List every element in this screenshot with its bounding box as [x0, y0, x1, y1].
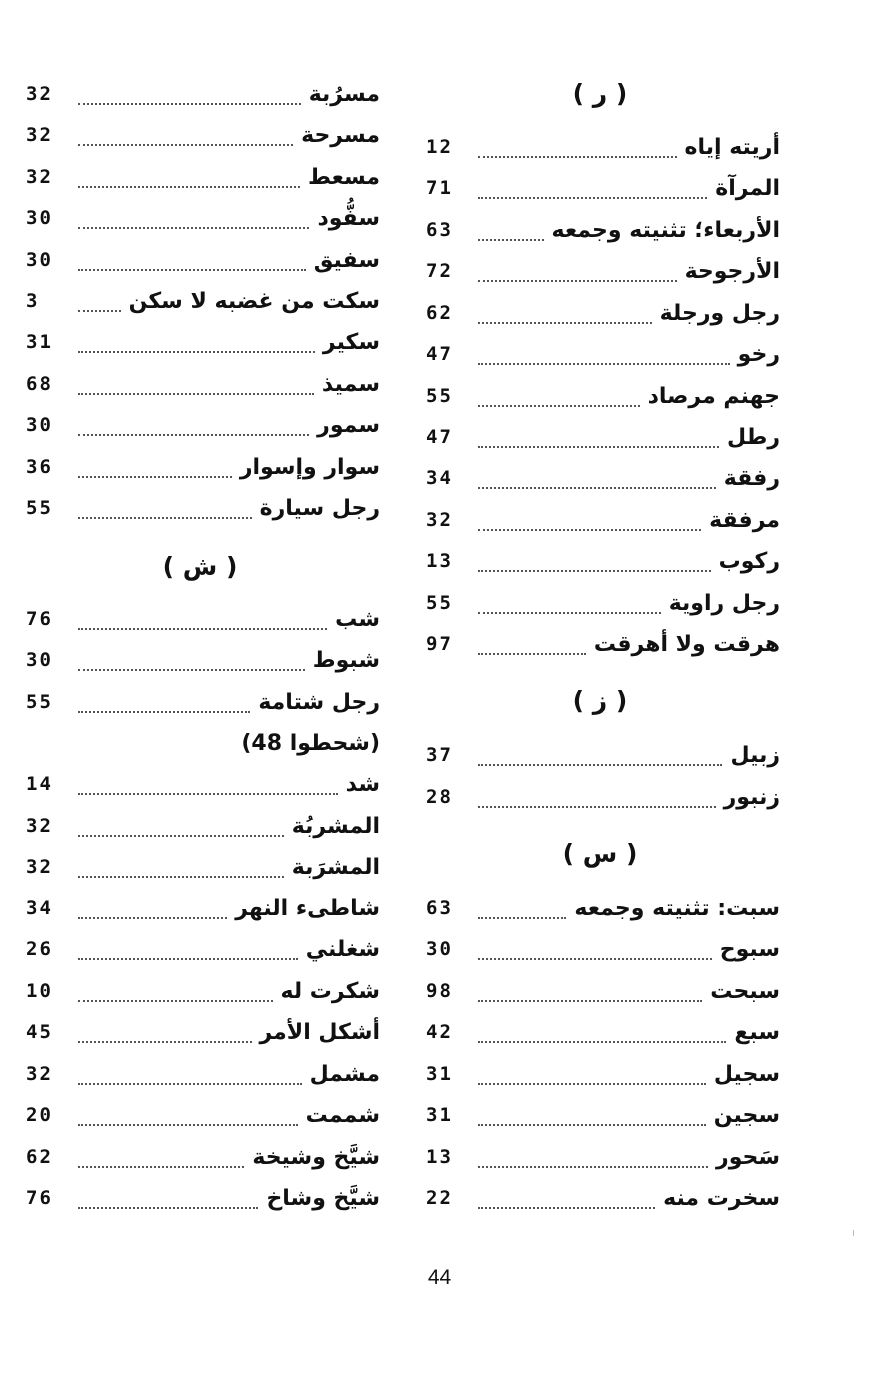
- index-entry: [420, 1012, 780, 1053]
- index-entry: [420, 1137, 780, 1178]
- index-entry: [20, 322, 380, 363]
- entry-page: 76: [26, 608, 53, 630]
- entry-page: 55: [26, 497, 53, 519]
- index-entry: [20, 1178, 380, 1219]
- index-entry: [420, 777, 780, 818]
- dot-leader: [78, 876, 284, 878]
- index-entry: [20, 888, 380, 929]
- dot-leader: [78, 1041, 252, 1043]
- dot-leader: [478, 653, 586, 655]
- entry-page: 76: [26, 1187, 53, 1209]
- section-header-ra: ( ر ): [572, 79, 628, 108]
- entry-page: 32: [26, 124, 53, 146]
- entry-page: 42: [426, 1021, 453, 1043]
- entry-page: 13: [426, 1146, 453, 1168]
- dot-leader: [478, 239, 544, 241]
- dot-leader: [478, 487, 716, 489]
- index-entry: [20, 115, 380, 156]
- entry-term: شممت: [305, 1103, 380, 1128]
- entry-page: 45: [26, 1021, 53, 1043]
- index-entry: [420, 334, 780, 375]
- index-entry: [420, 1095, 780, 1136]
- index-entry: [420, 500, 780, 541]
- dot-leader: [78, 669, 305, 671]
- index-entry: [20, 364, 380, 405]
- entry-term: سوار وإسوار: [239, 455, 380, 480]
- index-entry-cross-reference: [20, 723, 380, 764]
- entry-page: 12: [426, 136, 453, 158]
- dot-leader: [478, 806, 716, 808]
- entry-term: مسعط: [308, 165, 380, 190]
- entry-term: رجل سيارة: [259, 496, 380, 521]
- dot-leader: [478, 280, 677, 282]
- entry-term: رجل شتامة: [258, 690, 380, 715]
- dot-leader: [478, 917, 566, 919]
- index-entry: [20, 1137, 380, 1178]
- dot-leader: [478, 764, 722, 766]
- dot-leader: [478, 1041, 726, 1043]
- entry-page: 14: [26, 773, 53, 795]
- entry-term: رطل: [726, 425, 780, 450]
- entry-page: 55: [426, 385, 453, 407]
- entry-term: سمور: [317, 413, 380, 438]
- entry-term: رجل راوية: [668, 591, 780, 616]
- entry-term: سفُّود: [317, 206, 380, 231]
- index-entry: [20, 198, 380, 239]
- index-entry: [420, 210, 780, 251]
- entry-term: شيَّخ وشيخة: [252, 1145, 380, 1170]
- index-entry: [20, 405, 380, 446]
- entry-term: شاطىء النهر: [235, 896, 380, 921]
- dot-leader: [478, 1124, 706, 1126]
- entry-page: 62: [26, 1146, 53, 1168]
- dot-leader: [78, 476, 232, 478]
- entry-page: 3: [26, 290, 40, 312]
- entry-term: رجل ورجلة: [659, 301, 780, 326]
- dot-leader: [78, 917, 227, 919]
- index-entry: [420, 251, 780, 292]
- index-entry: [420, 583, 780, 624]
- index-entry: [20, 764, 380, 805]
- entry-term: شب: [335, 607, 380, 632]
- section-header-sin: ( س ): [562, 839, 638, 868]
- entry-term: سَحور: [716, 1145, 780, 1170]
- dot-leader: [78, 1207, 258, 1209]
- dot-leader: [478, 156, 677, 158]
- index-entry: [420, 417, 780, 458]
- entry-page: 37: [426, 744, 453, 766]
- entry-page: 62: [426, 302, 453, 324]
- dot-leader: [478, 197, 707, 199]
- entry-page: 34: [26, 897, 53, 919]
- entry-term: شيَّخ وشاخ: [266, 1186, 380, 1211]
- entry-page: 32: [26, 856, 53, 878]
- dot-leader: [78, 1000, 273, 1002]
- index-entry: [20, 240, 380, 281]
- dot-leader: [478, 612, 661, 614]
- index-entry: [420, 541, 780, 582]
- index-entry: [420, 376, 780, 417]
- entry-term: المشربُة: [291, 814, 380, 839]
- index-entry: [420, 929, 780, 970]
- dot-leader: [78, 835, 284, 837]
- entry-page: 32: [26, 83, 53, 105]
- index-entry: [20, 157, 380, 198]
- entry-page: 13: [426, 550, 453, 572]
- dot-leader: [478, 1000, 702, 1002]
- entry-page: 32: [26, 166, 53, 188]
- index-entry: [420, 1054, 780, 1095]
- dot-leader: [478, 570, 711, 572]
- entry-page: 98: [426, 980, 453, 1002]
- entry-term: سبحت: [710, 979, 780, 1004]
- dot-leader: [78, 393, 314, 395]
- index-entry: [20, 1054, 380, 1095]
- entry-term: زبيل: [730, 743, 780, 768]
- dot-leader: [78, 434, 309, 436]
- dot-leader: [478, 1207, 655, 1209]
- entry-page: 55: [426, 592, 453, 614]
- section-header-zay: ( ز ): [572, 686, 628, 715]
- index-entry: [20, 682, 380, 723]
- dot-leader: [78, 269, 306, 271]
- entry-term: المشرَبة: [291, 855, 380, 880]
- page-number: 44: [427, 1266, 452, 1289]
- index-entry: [20, 488, 380, 529]
- index-entry: [20, 640, 380, 681]
- index-entry: [20, 806, 380, 847]
- index-entry: [420, 293, 780, 334]
- dot-leader: [478, 1083, 706, 1085]
- dot-leader: [78, 711, 250, 713]
- index-entry: [420, 735, 780, 776]
- index-entry: [20, 929, 380, 970]
- dot-leader: [478, 529, 701, 531]
- entry-term: مشمل: [309, 1062, 380, 1087]
- dot-leader: [478, 1166, 708, 1168]
- entry-page: 20: [26, 1104, 53, 1126]
- entry-term: (شحطوا 48): [241, 731, 380, 756]
- index-entry: [20, 447, 380, 488]
- dot-leader: [478, 322, 652, 324]
- entry-term: جهنم مرصاد: [647, 384, 780, 409]
- entry-term: ركوب: [718, 549, 780, 574]
- entry-page: 34: [426, 467, 453, 489]
- entry-term: سبع: [734, 1020, 780, 1045]
- entry-term: الأرجوحة: [684, 259, 780, 284]
- dot-leader: [478, 958, 712, 960]
- entry-page: 30: [26, 649, 53, 671]
- section-header-shin: ( ش ): [162, 552, 238, 581]
- entry-term: شكرت له: [280, 979, 380, 1004]
- dot-leader: [78, 103, 301, 105]
- dot-leader: [78, 186, 300, 188]
- dot-leader: [78, 310, 121, 312]
- entry-page: 63: [426, 219, 453, 241]
- entry-term: شد: [345, 772, 380, 797]
- entry-term: سخرت منه: [663, 1186, 780, 1211]
- index-entry: [420, 888, 780, 929]
- entry-page: 30: [26, 414, 53, 436]
- entry-page: 47: [426, 343, 453, 365]
- entry-page: 36: [26, 456, 53, 478]
- dot-leader: [78, 1083, 302, 1085]
- entry-page: 47: [426, 426, 453, 448]
- entry-term: مسرُبة: [308, 82, 380, 107]
- entry-term: زنبور: [723, 785, 780, 810]
- entry-term: رفقة: [723, 466, 780, 491]
- entry-page: 68: [26, 373, 53, 395]
- entry-term: شغلني: [305, 937, 380, 962]
- entry-page: 30: [26, 249, 53, 271]
- index-entry: [20, 847, 380, 888]
- dot-leader: [78, 351, 315, 353]
- entry-page: 30: [26, 207, 53, 229]
- entry-term: سكير: [322, 330, 380, 355]
- index-entry: [20, 1095, 380, 1136]
- dot-leader: [478, 446, 719, 448]
- entry-term: سفيق: [313, 248, 380, 273]
- entry-page: 31: [26, 331, 53, 353]
- index-entry: [20, 1012, 380, 1053]
- dot-leader: [478, 363, 730, 365]
- entry-term: رخو: [737, 342, 780, 367]
- entry-page: 72: [426, 260, 453, 282]
- entry-term: سجيل: [713, 1062, 780, 1087]
- index-entry: [20, 74, 380, 115]
- dot-leader: [78, 628, 327, 630]
- entry-page: 31: [426, 1104, 453, 1126]
- entry-page: 97: [426, 633, 453, 655]
- entry-page: 32: [26, 1063, 53, 1085]
- entry-term: مسرحة: [301, 123, 380, 148]
- entry-term: شبوط: [312, 648, 380, 673]
- entry-term: سميذ: [321, 372, 380, 397]
- entry-page: 28: [426, 786, 453, 808]
- entry-term: الأربعاء؛ تثنيته وجمعه: [551, 218, 780, 243]
- index-entry: [20, 599, 380, 640]
- index-entry: [20, 281, 380, 322]
- entry-page: 30: [426, 938, 453, 960]
- entry-term: سبوح: [719, 937, 780, 962]
- dot-leader: [78, 958, 298, 960]
- entry-term: سبت: تثنيته وجمعه: [574, 896, 780, 921]
- entry-page: 55: [26, 691, 53, 713]
- entry-page: 31: [426, 1063, 453, 1085]
- entry-term: أشكل الأمر: [259, 1020, 380, 1045]
- entry-term: سكت من غضبه لا سكن: [128, 289, 380, 314]
- entry-term: سجين: [713, 1103, 780, 1128]
- dot-leader: [78, 517, 252, 519]
- index-entry: [420, 127, 780, 168]
- entry-page: 26: [26, 938, 53, 960]
- index-entry: [20, 971, 380, 1012]
- entry-term: مرفقة: [709, 508, 780, 533]
- dot-leader: [78, 1166, 244, 1168]
- dot-leader: [78, 1124, 298, 1126]
- scan-mark: [853, 1230, 854, 1236]
- entry-term: أريته إياه: [684, 135, 780, 160]
- entry-term: المرآة: [715, 176, 780, 201]
- entry-page: 71: [426, 177, 453, 199]
- entry-page: 63: [426, 897, 453, 919]
- index-entry: [420, 168, 780, 209]
- entry-page: 22: [426, 1187, 453, 1209]
- entry-page: 32: [426, 509, 453, 531]
- dot-leader: [78, 227, 309, 229]
- dot-leader: [78, 793, 338, 795]
- entry-page: 32: [26, 815, 53, 837]
- dot-leader: [478, 405, 640, 407]
- entry-term: هرقت ولا أهرقت: [593, 632, 780, 657]
- index-entry: [420, 458, 780, 499]
- dot-leader: [78, 144, 293, 146]
- entry-page: 10: [26, 980, 53, 1002]
- index-entry: [420, 1178, 780, 1219]
- index-entry: [420, 971, 780, 1012]
- index-entry: [420, 624, 780, 665]
